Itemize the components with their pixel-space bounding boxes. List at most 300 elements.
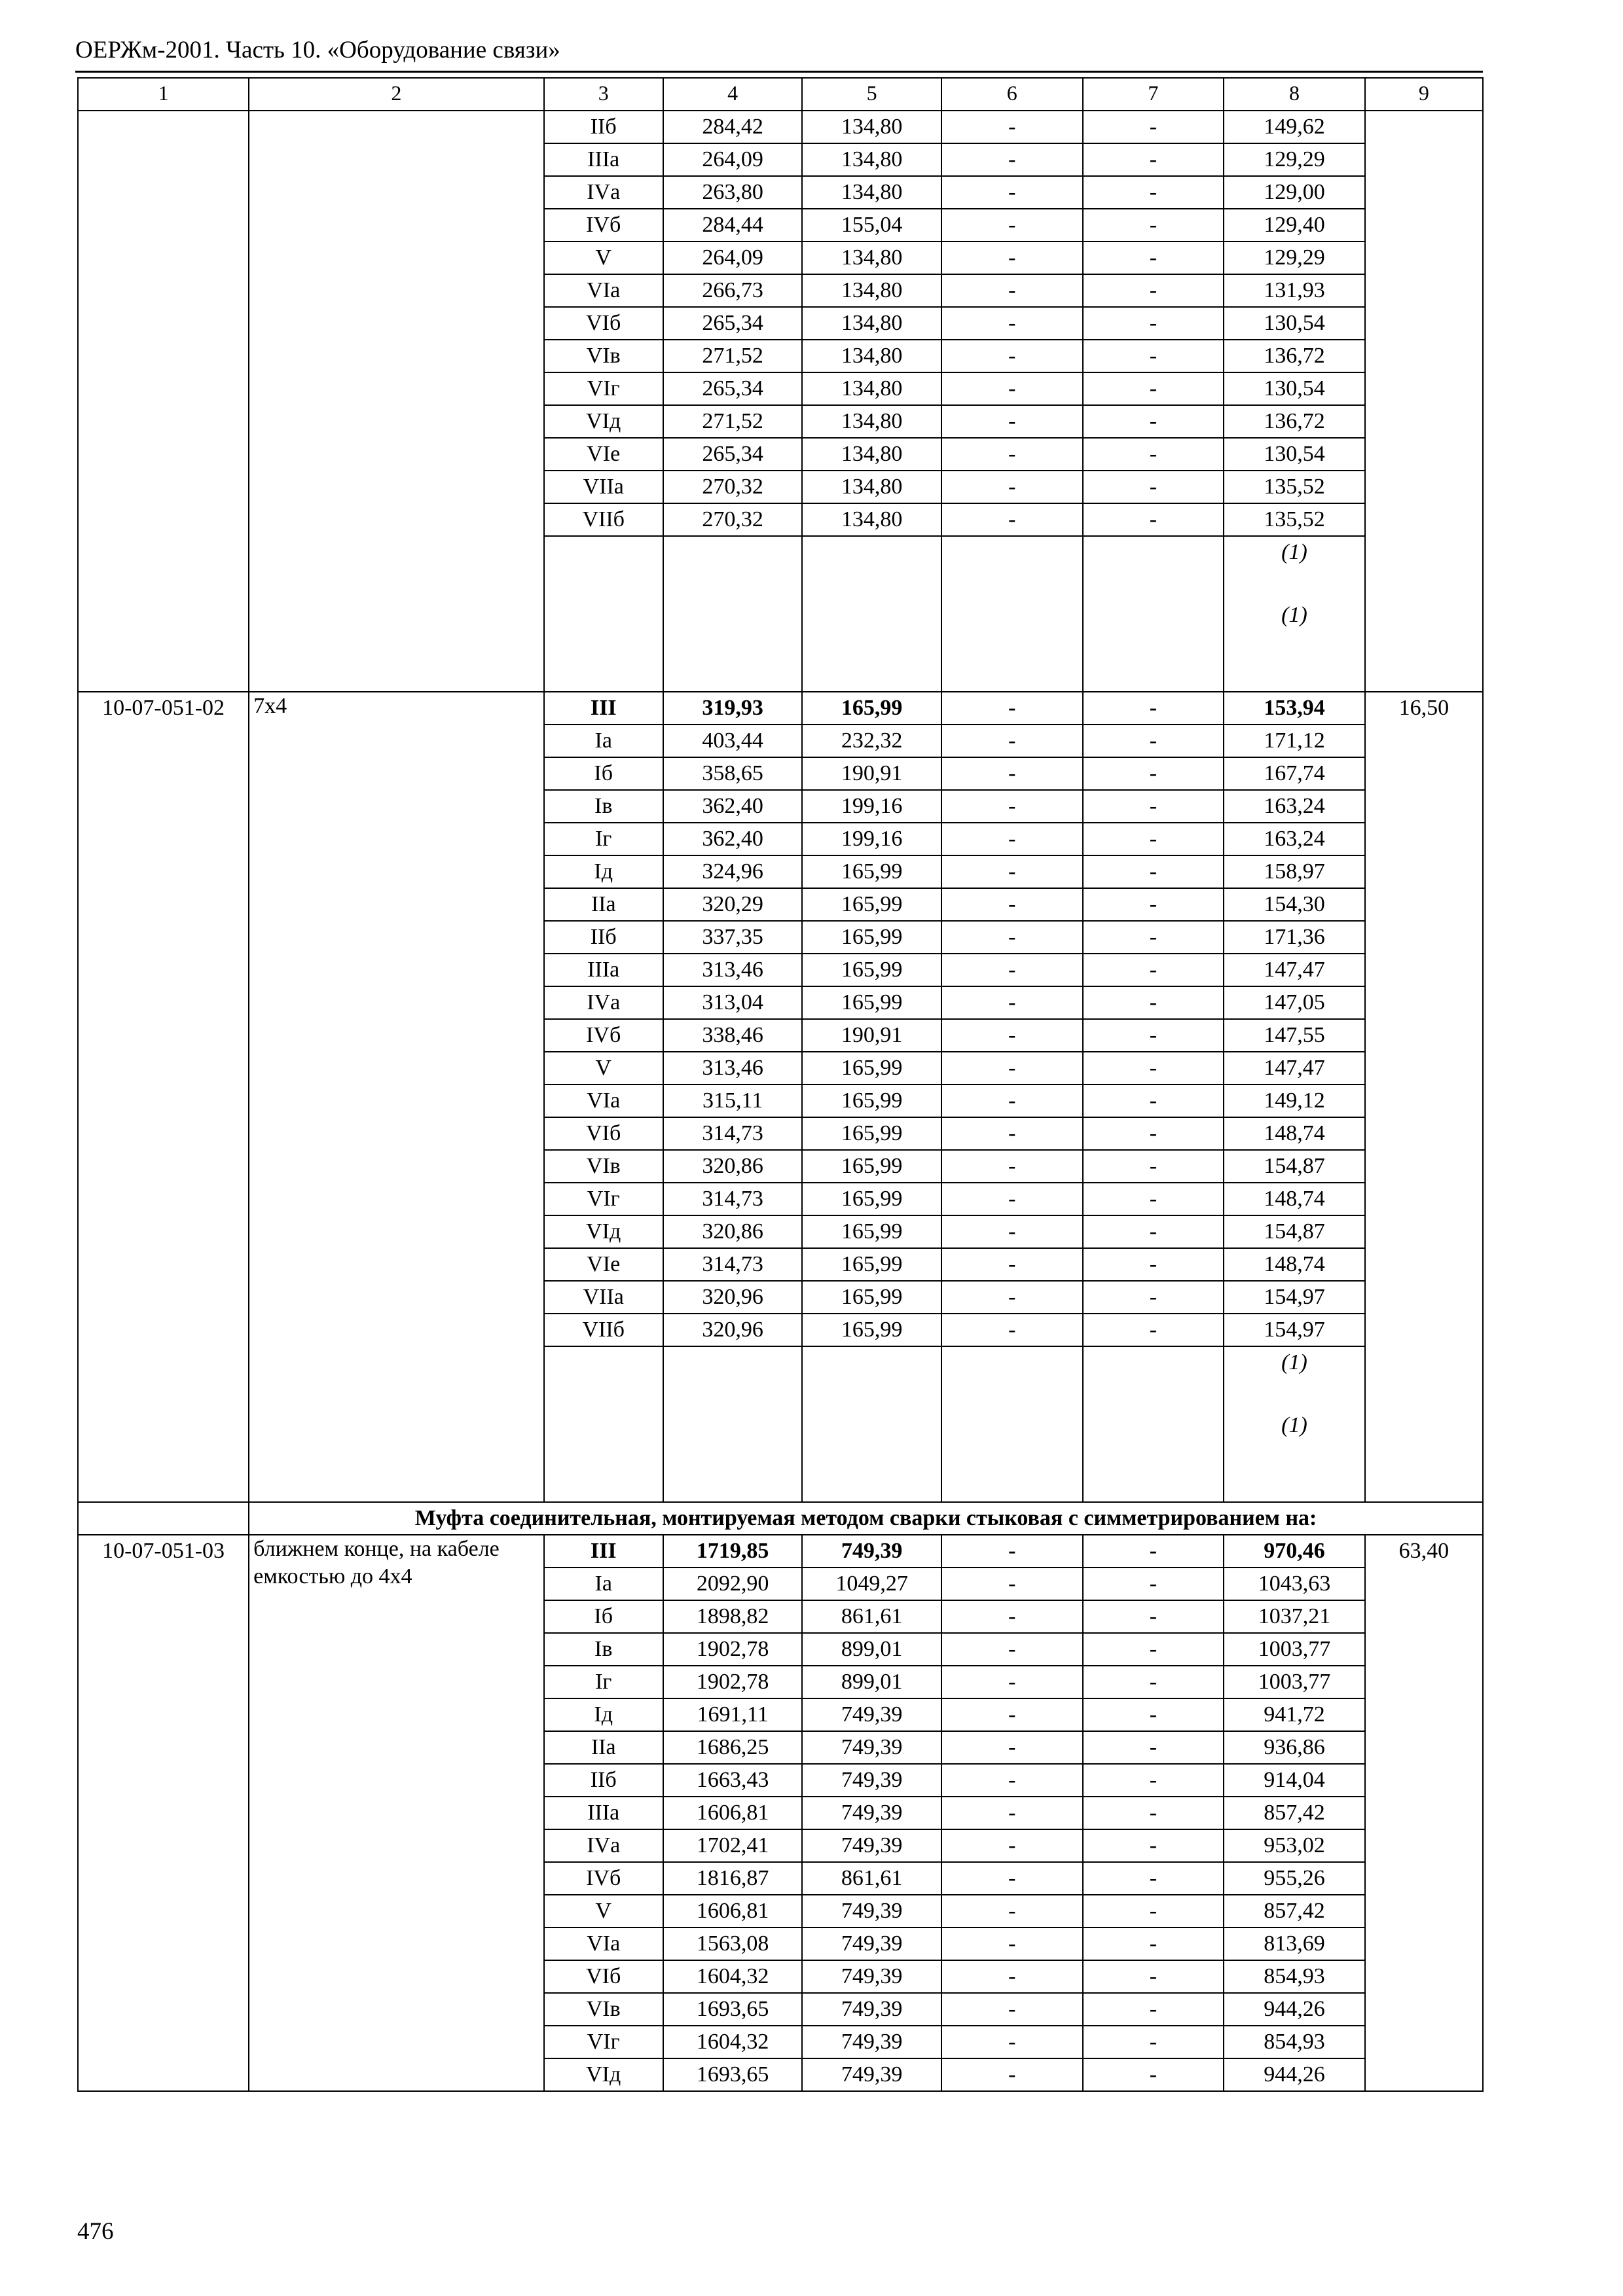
value-cell: - [941,1535,1083,1568]
value-cell: 165,99 [802,954,941,986]
value-cell: - [1083,340,1224,372]
empty-cell [1083,1346,1224,1502]
value-cell: VIIб [544,503,663,536]
value-cell: - [1083,855,1224,888]
norm-code-cell [78,111,249,692]
value-cell: 129,40 [1224,209,1365,242]
value-cell: 134,80 [802,307,941,340]
value-cell: - [1083,1150,1224,1183]
value-cell: - [941,1150,1083,1183]
value-cell: 313,46 [663,1052,803,1085]
value-cell: V [544,1052,663,1085]
value-cell: - [941,1568,1083,1600]
value-cell: - [1083,725,1224,757]
value-cell: 167,74 [1224,757,1365,790]
value-cell: 134,80 [802,143,941,176]
value-cell: 263,80 [663,176,803,209]
value-cell: 749,39 [802,1928,941,1960]
value-cell: 362,40 [663,823,803,855]
value-cell: - [1083,1052,1224,1085]
empty-cell [544,536,663,692]
value-cell: 190,91 [802,1019,941,1052]
value-cell: 749,39 [802,1993,941,2026]
value-cell: 165,99 [802,1248,941,1281]
value-cell: VIв [544,1993,663,2026]
value-cell: 854,93 [1224,2026,1365,2058]
value-cell: IVа [544,986,663,1019]
value-cell: - [941,823,1083,855]
value-cell: - [941,1633,1083,1666]
value-cell: - [941,1314,1083,1346]
col9-cell: 16,50 [1365,692,1483,1502]
value-cell: - [1083,1764,1224,1797]
value-cell: - [1083,1862,1224,1895]
material-qty: (1) [1281,1350,1307,1374]
value-cell: - [1083,757,1224,790]
value-cell: - [941,372,1083,405]
column-number: 7 [1083,78,1224,111]
value-cell: - [1083,438,1224,471]
value-cell: 1693,65 [663,1993,803,2026]
value-cell: VIе [544,1248,663,1281]
value-cell: 153,94 [1224,692,1365,725]
value-cell: 944,26 [1224,2058,1365,2091]
value-cell: - [941,1117,1083,1150]
column-number: 1 [78,78,249,111]
value-cell: - [941,503,1083,536]
value-cell: 270,32 [663,503,803,536]
value-cell: 749,39 [802,1731,941,1764]
value-cell: 165,99 [802,1314,941,1346]
material-qty-cell [1224,536,1365,692]
value-cell: V [544,1895,663,1928]
value-cell: 319,93 [663,692,803,725]
value-cell: 165,99 [802,1281,941,1314]
value-cell: 165,99 [802,1215,941,1248]
value-cell: - [941,471,1083,503]
value-cell: - [941,1085,1083,1117]
empty-cell [544,1346,663,1502]
value-cell: 171,12 [1224,725,1365,757]
empty-cell [802,536,941,692]
value-cell: 136,72 [1224,340,1365,372]
value-cell: Iг [544,823,663,855]
value-cell: 149,12 [1224,1085,1365,1117]
value-cell: 749,39 [802,2026,941,2058]
value-cell: - [1083,1600,1224,1633]
value-cell: 749,39 [802,1698,941,1731]
value-cell: - [941,1052,1083,1085]
value-cell: - [1083,111,1224,143]
value-cell: - [941,2058,1083,2091]
value-cell: - [1083,986,1224,1019]
value-cell: Iа [544,1568,663,1600]
value-cell: 338,46 [663,1019,803,1052]
value-cell: Iд [544,1698,663,1731]
value-cell: VIIа [544,1281,663,1314]
value-cell: 265,34 [663,372,803,405]
value-cell: - [1083,1633,1224,1666]
value-cell: - [941,954,1083,986]
value-cell: - [1083,1248,1224,1281]
value-cell: 1606,81 [663,1895,803,1928]
empty-cell [941,536,1083,692]
value-cell: 861,61 [802,1862,941,1895]
value-cell: - [1083,2058,1224,2091]
value-cell: 130,54 [1224,438,1365,471]
value-cell: - [1083,1993,1224,2026]
value-cell: VIа [544,274,663,307]
value-cell: - [941,1281,1083,1314]
value-cell: - [1083,1698,1224,1731]
value-cell: 1003,77 [1224,1633,1365,1666]
column-number: 9 [1365,78,1483,111]
value-cell: - [1083,1568,1224,1600]
value-cell: 265,34 [663,307,803,340]
value-cell: - [941,2026,1083,2058]
value-cell: VIг [544,2026,663,2058]
norm-code-cell: 10-07-051-02 [78,692,249,1502]
col9-cell: 63,40 [1365,1535,1483,2091]
value-cell: 1043,63 [1224,1568,1365,1600]
value-cell: 284,44 [663,209,803,242]
value-cell: - [1083,471,1224,503]
value-cell: - [941,1731,1083,1764]
value-cell: 165,99 [802,1085,941,1117]
value-cell: 313,46 [663,954,803,986]
value-cell: - [941,143,1083,176]
value-cell: 1037,21 [1224,1600,1365,1633]
value-cell: 320,86 [663,1150,803,1183]
value-cell: VIб [544,1117,663,1150]
value-cell: - [941,340,1083,372]
empty-cell [663,536,803,692]
value-cell: V [544,242,663,274]
value-cell: Iг [544,1666,663,1698]
value-cell: - [941,1928,1083,1960]
value-cell: 1898,82 [663,1600,803,1633]
value-cell: VIв [544,340,663,372]
value-cell: - [941,921,1083,954]
value-cell: 264,09 [663,143,803,176]
value-cell: - [1083,954,1224,986]
page-number: 476 [77,2218,114,2245]
value-cell: - [941,790,1083,823]
value-cell: 936,86 [1224,1731,1365,1764]
empty-cell [802,1346,941,1502]
value-cell: 813,69 [1224,1928,1365,1960]
value-cell: IIб [544,1764,663,1797]
value-cell: - [1083,242,1224,274]
value-cell: 134,80 [802,274,941,307]
value-cell: VIIб [544,1314,663,1346]
material-qty: (1) [1281,603,1307,627]
value-cell: 271,52 [663,340,803,372]
value-cell: 271,52 [663,405,803,438]
value-cell: - [1083,372,1224,405]
column-number: 5 [802,78,941,111]
value-cell: - [1083,1314,1224,1346]
value-cell: IVа [544,1829,663,1862]
section-title: Муфта соединительная, монтируемая методом сварки стыковая с симметрированием на: [249,1502,1483,1535]
table-row [78,111,1483,143]
value-cell: - [1083,2026,1224,2058]
value-cell: 1719,85 [663,1535,803,1568]
value-cell: 749,39 [802,1764,941,1797]
value-cell: 284,42 [663,111,803,143]
value-cell: - [1083,1731,1224,1764]
value-cell: - [941,405,1083,438]
value-cell: 1663,43 [663,1764,803,1797]
value-cell: - [941,242,1083,274]
value-cell: 970,46 [1224,1535,1365,1568]
value-cell: VIб [544,307,663,340]
value-cell: IIа [544,1731,663,1764]
header-rule [75,71,1483,73]
value-cell: 313,04 [663,986,803,1019]
value-cell: 165,99 [802,921,941,954]
value-cell: - [941,1248,1083,1281]
value-cell: 134,80 [802,405,941,438]
value-cell: 1902,78 [663,1633,803,1666]
value-cell: 163,24 [1224,823,1365,855]
value-cell: - [941,1600,1083,1633]
value-cell: 163,24 [1224,790,1365,823]
value-cell: 232,32 [802,725,941,757]
value-cell: - [1083,274,1224,307]
value-cell: - [1083,1829,1224,1862]
value-cell: 1702,41 [663,1829,803,1862]
value-cell: III [544,1535,663,1568]
value-cell: 320,96 [663,1314,803,1346]
value-cell: 155,04 [802,209,941,242]
value-cell: VIе [544,438,663,471]
value-cell: - [1083,790,1224,823]
value-cell: 154,87 [1224,1215,1365,1248]
value-cell: 749,39 [802,1797,941,1829]
value-cell: 129,29 [1224,143,1365,176]
value-cell: - [941,176,1083,209]
value-cell: IIIа [544,954,663,986]
value-cell: 749,39 [802,2058,941,2091]
material-qty: (1) [1281,540,1307,564]
value-cell: 1003,77 [1224,1666,1365,1698]
value-cell: 1693,65 [663,2058,803,2091]
value-cell: 154,30 [1224,888,1365,921]
value-cell: 147,55 [1224,1019,1365,1052]
column-number-row [78,78,1483,111]
value-cell: IVб [544,1019,663,1052]
value-cell: 320,96 [663,1281,803,1314]
table-row [78,692,1483,725]
value-cell: 129,29 [1224,242,1365,274]
value-cell: VIг [544,372,663,405]
value-cell: - [941,1895,1083,1928]
value-cell: - [1083,1797,1224,1829]
value-cell: 314,73 [663,1248,803,1281]
value-cell: 165,99 [802,1150,941,1183]
value-cell: 199,16 [802,823,941,855]
value-cell: 362,40 [663,790,803,823]
value-cell: 315,11 [663,1085,803,1117]
value-cell: 320,86 [663,1215,803,1248]
value-cell: 134,80 [802,503,941,536]
value-cell: VIд [544,405,663,438]
value-cell: - [1083,921,1224,954]
column-number: 6 [941,78,1083,111]
page-header: ОЕРЖм-2001. Часть 10. «Оборудование связи» [75,37,560,63]
value-cell: - [1083,1183,1224,1215]
value-cell: - [941,986,1083,1019]
value-cell: IIб [544,921,663,954]
value-cell: Iа [544,725,663,757]
value-cell: 147,47 [1224,1052,1365,1085]
value-cell: 403,44 [663,725,803,757]
value-cell: 854,93 [1224,1960,1365,1993]
value-cell: - [941,1764,1083,1797]
value-cell: - [1083,1960,1224,1993]
value-cell: 165,99 [802,855,941,888]
value-cell: VIа [544,1928,663,1960]
value-cell: 861,61 [802,1600,941,1633]
value-cell: 337,35 [663,921,803,954]
column-number: 3 [544,78,663,111]
value-cell: 148,74 [1224,1117,1365,1150]
value-cell: - [941,1019,1083,1052]
value-cell: - [941,111,1083,143]
value-cell: - [1083,307,1224,340]
value-cell: 154,97 [1224,1281,1365,1314]
norm-name-cell: 7х4 [249,692,543,1502]
value-cell: IIб [544,111,663,143]
value-cell: IIа [544,888,663,921]
value-cell: 749,39 [802,1960,941,1993]
value-cell: III [544,692,663,725]
value-cell: - [941,855,1083,888]
value-cell: 265,34 [663,438,803,471]
value-cell: Iв [544,790,663,823]
empty-cell [1083,536,1224,692]
value-cell: 134,80 [802,471,941,503]
value-cell: 857,42 [1224,1797,1365,1829]
value-cell: 264,09 [663,242,803,274]
value-cell: - [1083,143,1224,176]
value-cell: - [1083,1117,1224,1150]
value-cell: 944,26 [1224,1993,1365,2026]
value-cell: - [941,757,1083,790]
value-cell: VIб [544,1960,663,1993]
value-cell: 131,93 [1224,274,1365,307]
value-cell: - [941,438,1083,471]
value-cell: - [941,1215,1083,1248]
value-cell: 136,72 [1224,405,1365,438]
value-cell: 134,80 [802,340,941,372]
value-cell: 130,54 [1224,372,1365,405]
value-cell: - [941,1862,1083,1895]
value-cell: - [1083,1928,1224,1960]
value-cell: - [941,1797,1083,1829]
value-cell: VIIа [544,471,663,503]
value-cell: IVб [544,209,663,242]
value-cell: - [1083,1535,1224,1568]
value-cell: - [1083,1666,1224,1698]
value-cell: - [941,209,1083,242]
value-cell: - [941,1183,1083,1215]
value-cell: 1691,11 [663,1698,803,1731]
value-cell: VIа [544,1085,663,1117]
value-cell: 158,97 [1224,855,1365,888]
value-cell: 2092,90 [663,1568,803,1600]
value-cell: 857,42 [1224,1895,1365,1928]
norm-code-cell: 10-07-051-03 [78,1535,249,2091]
value-cell: - [941,307,1083,340]
value-cell: 154,97 [1224,1314,1365,1346]
column-number: 8 [1224,78,1365,111]
value-cell: - [941,1698,1083,1731]
value-cell: 134,80 [802,438,941,471]
material-qty-cell [1224,1346,1365,1502]
value-cell: - [941,1666,1083,1698]
empty-cell [78,1502,249,1535]
value-cell: 899,01 [802,1666,941,1698]
value-cell: VIв [544,1150,663,1183]
value-cell: 266,73 [663,274,803,307]
value-cell: 129,00 [1224,176,1365,209]
value-cell: 324,96 [663,855,803,888]
value-cell: Iб [544,757,663,790]
value-cell: 165,99 [802,1052,941,1085]
value-cell: 1686,25 [663,1731,803,1764]
value-cell: 749,39 [802,1895,941,1928]
value-cell: - [1083,1215,1224,1248]
value-cell: Iв [544,1633,663,1666]
value-cell: 1604,32 [663,2026,803,2058]
value-cell: 1604,32 [663,1960,803,1993]
value-cell: 147,05 [1224,986,1365,1019]
column-number: 4 [663,78,803,111]
value-cell: 270,32 [663,471,803,503]
value-cell: 320,29 [663,888,803,921]
value-cell: 899,01 [802,1633,941,1666]
value-cell: - [1083,405,1224,438]
value-cell: 314,73 [663,1183,803,1215]
material-qty: (1) [1281,1413,1307,1437]
value-cell: 171,36 [1224,921,1365,954]
value-cell: - [941,274,1083,307]
value-cell: - [941,888,1083,921]
value-cell: - [941,1829,1083,1862]
value-cell: - [1083,209,1224,242]
value-cell: 134,80 [802,242,941,274]
column-number: 2 [249,78,543,111]
value-cell: VIд [544,1215,663,1248]
value-cell: 749,39 [802,1535,941,1568]
value-cell: Iб [544,1600,663,1633]
value-cell: - [1083,888,1224,921]
value-cell: 165,99 [802,692,941,725]
empty-cell [663,1346,803,1502]
table-row [78,1535,1483,1568]
value-cell: 134,80 [802,176,941,209]
value-cell: - [1083,1895,1224,1928]
value-cell: 914,04 [1224,1764,1365,1797]
value-cell: IIIа [544,143,663,176]
value-cell: - [1083,1085,1224,1117]
value-cell: - [941,1993,1083,2026]
value-cell: 130,54 [1224,307,1365,340]
value-cell: IVа [544,176,663,209]
value-cell: 1049,27 [802,1568,941,1600]
